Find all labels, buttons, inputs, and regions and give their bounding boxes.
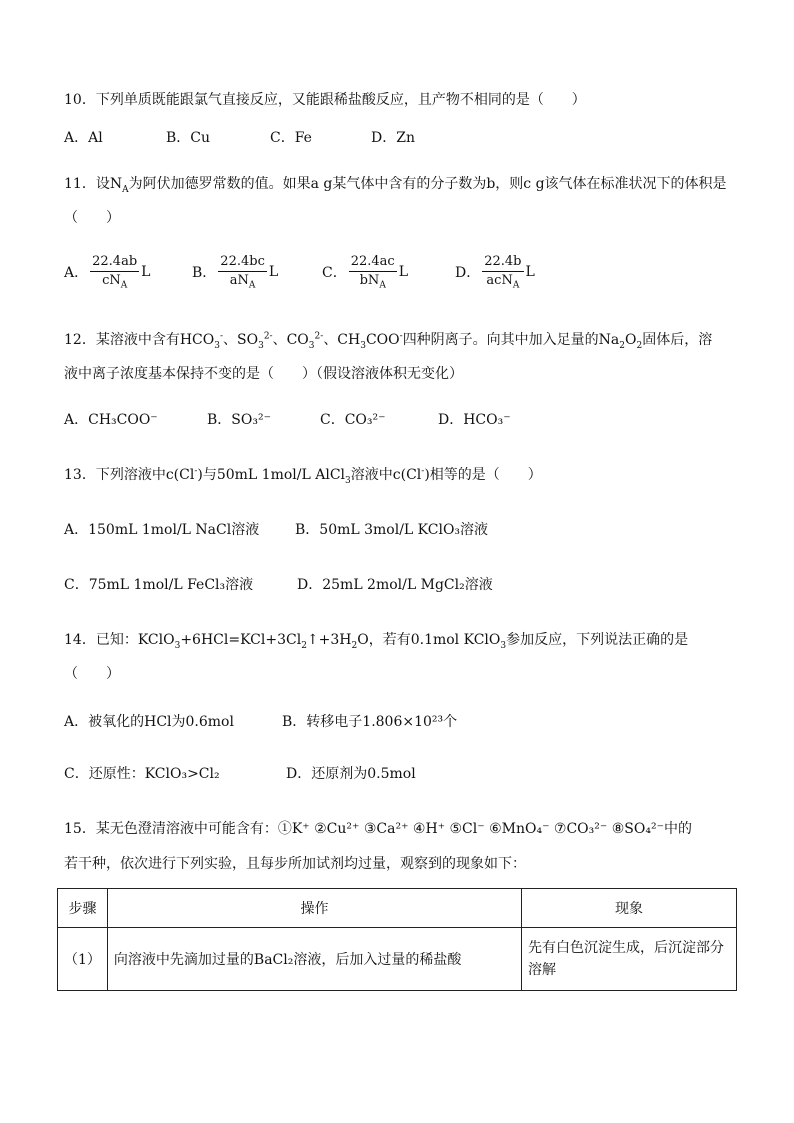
q14-option-b: B．转移电子1.806×10²³个 [282, 714, 458, 730]
q13-option-a: A．150mL 1mol/L NaCl溶液 [64, 522, 260, 538]
q14-paren: （ ） [64, 666, 120, 682]
table-row [58, 928, 737, 991]
q13-option-b: B．50mL 3mol/L KClO₃溶液 [295, 522, 489, 538]
header-phenomenon: 现象 [522, 889, 737, 928]
q10-option-a: A．Al [64, 130, 103, 146]
q14-option-a: A．被氧化的HCl为0.6mol [64, 714, 234, 730]
row-step: （1） [58, 928, 108, 991]
q15-stem-line1: 15．某无色澄清溶液中可能含有：①K⁺ ②Cu²⁺ ③Ca²⁺ ④H⁺ ⑤Cl⁻ ⑥MnO₄⁻ ⑦CO₃²⁻ ⑧SO₄²⁻中的 [64, 821, 692, 837]
q14-option-c: C．还原性：KClO₃>Cl₂ [64, 766, 220, 782]
header-operation: 操作 [107, 889, 521, 928]
q12-option-b: B．SO₃²⁻ [207, 412, 271, 428]
q15-steps-table [57, 888, 737, 991]
q11-option-a: A． $\frac{22.4ab}{cN_A}$ L [64, 254, 151, 291]
table-header-row [58, 889, 737, 928]
q11-stem: 11．设$N_A$为阿伏加德罗常数的值。如果a g某气体中含有的分子数为b，则c g该气体在标准状况下的体积是 [64, 176, 727, 195]
q14-option-d: D．还原剂为0.5mol [286, 766, 416, 782]
row-operation: 向溶液中先滴加过量的BaCl₂溶液，后加入过量的稀盐酸 [107, 928, 521, 991]
header-step: 步骤 [58, 889, 108, 928]
q10-option-c: C．Fe [270, 130, 312, 146]
q14-stem: 14．已知：$KClO_3+6HCl=KCl+3Cl_2↑+3H_2O$，若有0.1mol KClO$_3$参加反应，下列说法正确的是 [64, 632, 689, 651]
q15-stem-line2: 若干种，依次进行下列实验，且每步所加试剂均过量，观察到的现象如下： [64, 856, 526, 872]
q12-stem-line2: 液中离子浓度基本保持不变的是（ ）（假设溶液体积无变化） [64, 366, 463, 382]
q10-option-d: D．Zn [371, 130, 415, 146]
q12-stem-line1: 12．某溶液中含有$HCO_3^-$、$SO_3^{2-}$、$CO_3^{2-}$、$CH_3COO^-$四种阴离子。向其中加入足量的$Na_2O_2$固体后，溶 [64, 331, 713, 351]
q10-stem: 10．下列单质既能跟氯气直接反应，又能跟稀盐酸反应，且产物不相同的是（ ） [64, 92, 586, 108]
row-phenomenon: 先有白色沉淀生成，后沉淀部分溶解 [522, 928, 737, 991]
q13-option-d: D．25mL 2mol/L MgCl₂溶液 [297, 577, 493, 593]
q11-option-c: C． $\frac{22.4ac}{bN_A}$ L [322, 254, 408, 291]
q11-option-d: D． $\frac{22.4b}{acN_A}$ L [455, 254, 535, 291]
q12-option-c: C．CO₃²⁻ [320, 412, 386, 428]
q11-paren: （ ） [64, 210, 120, 226]
q13-stem: 13．下列溶液中c(Cl-)与50mL 1mol/L AlCl$_3$溶液中c(Cl-)相等的是（ ） [64, 466, 542, 486]
q13-option-c: C．75mL 1mol/L FeCl₃溶液 [64, 577, 254, 593]
q10-option-b: B．Cu [166, 130, 211, 146]
q12-option-a: A．CH₃COO⁻ [64, 412, 158, 428]
q11-option-b: B． $\frac{22.4bc}{aN_A}$ L [192, 254, 279, 291]
q12-option-d: D．HCO₃⁻ [438, 412, 511, 428]
